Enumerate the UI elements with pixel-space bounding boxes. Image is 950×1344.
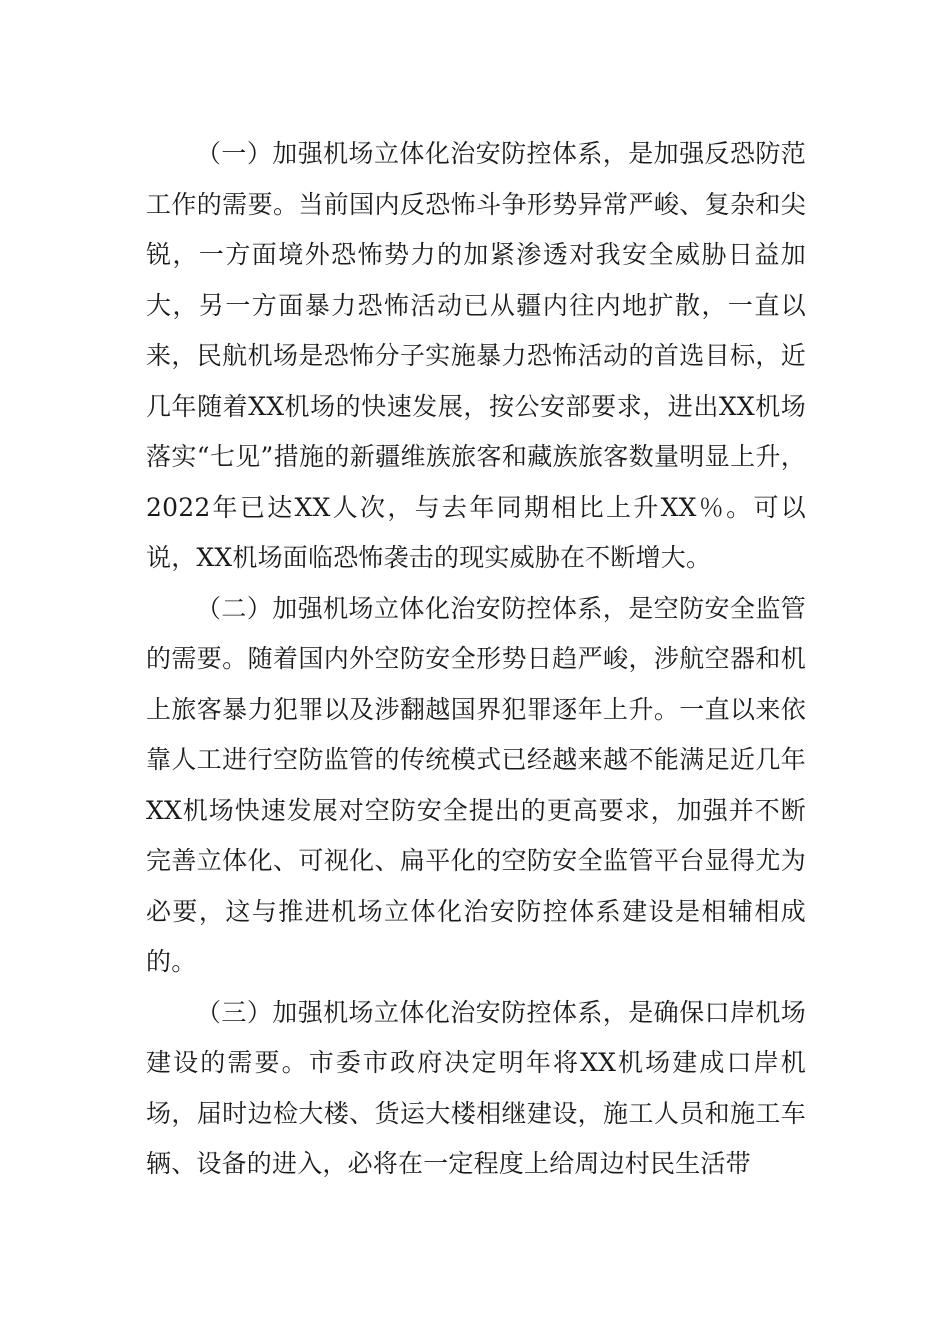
paragraph-3: （三）加强机场立体化治安防控体系，是确保口岸机场建设的需要。市委市政府决定明年将XX机场建成口岸机场，届时边检大楼、货运大楼相继建设，施工人员和施工车辆、设备的进入，必将在一定程度上给周边村民生活带 [146,997,806,1178]
document-body [146,129,806,1190]
paragraph-2: （二）加强机场立体化治安防控体系，是空防安全监管的需要。随着国内外空防安全形势日趋严峻，涉航空器和机上旅客暴力犯罪以及涉翻越国界犯罪逐年上升。一直以来依靠人工进行空防监管的传统模式已经越来越不能满足近几年XX机场快速发展对空防安全提出的更高要求，加强并不断完善立体化、可视化、扁平化的空防安全监管平台显得尤为必要，这与推进机场立体化治安防控体系建设是相辅相成的。 [146,593,806,976]
paragraph-1: （一）加强机场立体化治安防控体系，是加强反恐防范工作的需要。当前国内反恐怖斗争形势异常严峻、复杂和尖锐，一方面境外恐怖势力的加紧渗透对我安全威胁日益加大，另一方面暴力恐怖活动已从疆内往内地扩散，一直以来，民航机场是恐怖分子实施暴力恐怖活动的首选目标，近几年随着XX机场的快速发展，按公安部要求，进出XX机场落实“七见”措施的新疆维族旅客和藏族旅客数量明显上升，2022年已达XX人次，与去年同期相比上升XX％。可以说，XX机场面临恐怖袭击的现实威胁在不断增大。 [146,139,806,572]
